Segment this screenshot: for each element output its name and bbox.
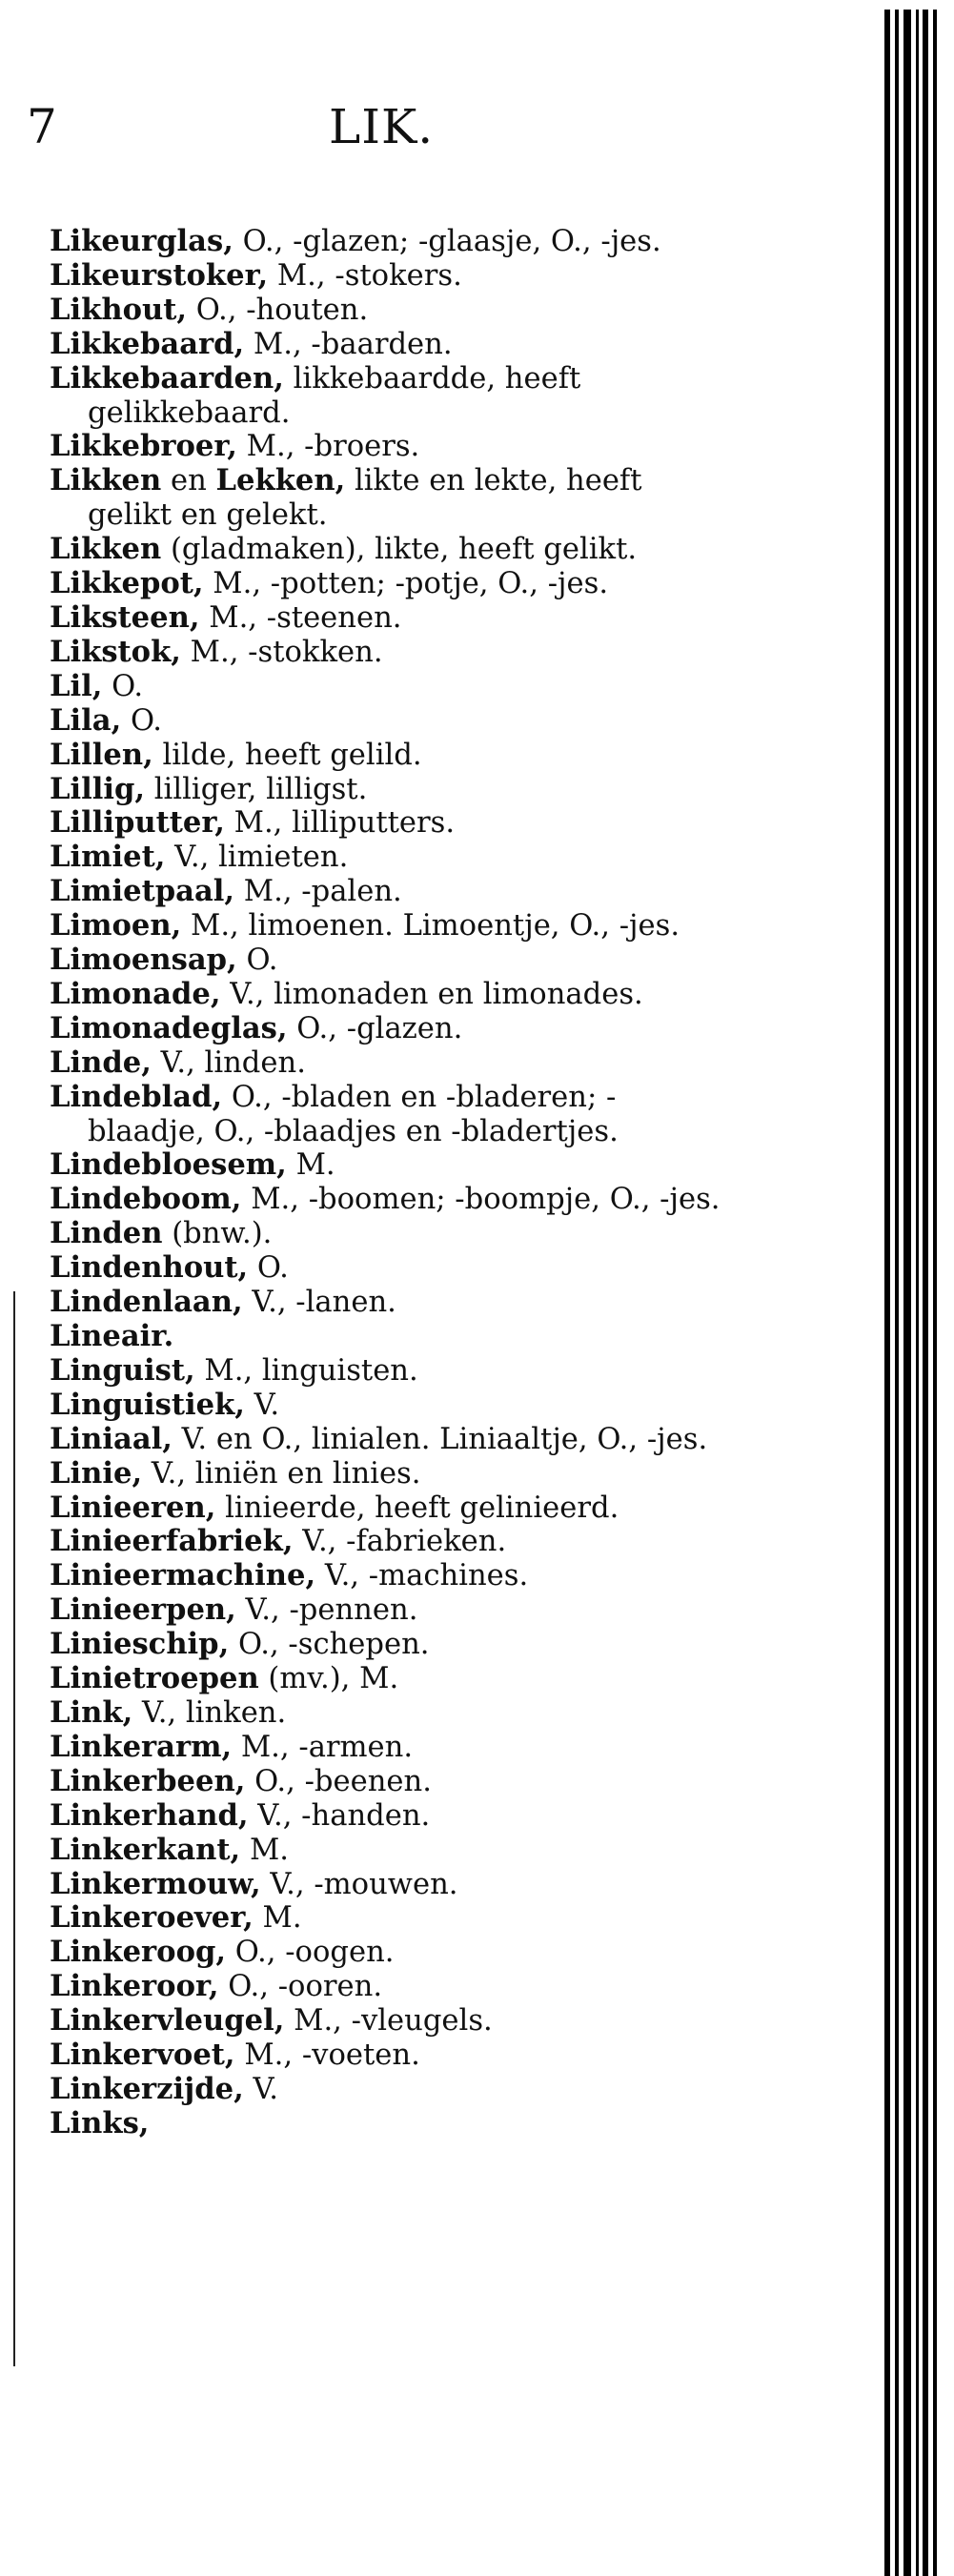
entry-definition: V., linden. xyxy=(151,1045,306,1080)
dictionary-entry xyxy=(50,1423,728,1457)
dictionary-entry xyxy=(50,841,728,875)
entry-definition: O. xyxy=(121,703,162,738)
page-number: 7 xyxy=(27,99,57,154)
dictionary-entry xyxy=(50,464,728,533)
dictionary-entry xyxy=(50,1148,728,1183)
entry-headword: Linkerhand, xyxy=(50,1797,249,1833)
dictionary-entry xyxy=(50,1354,728,1389)
entry-definition: O., -ooren. xyxy=(218,1970,383,2004)
dictionary-entry xyxy=(50,739,728,773)
dictionary-entry xyxy=(50,636,728,670)
entry-definition: M., -broers. xyxy=(236,430,420,464)
entry-definition: V., limieten. xyxy=(165,841,349,875)
dictionary-entry xyxy=(50,704,728,739)
entry-definition: M., -armen. xyxy=(232,1730,414,1764)
dictionary-entry xyxy=(50,430,728,464)
entry-headword: Likhout, xyxy=(50,292,188,327)
dictionary-entry xyxy=(50,1662,728,1696)
entry-definition: O., -houten. xyxy=(187,293,369,327)
entry-headword: Linieerpen, xyxy=(50,1592,236,1628)
entry-definition: M., -voeten. xyxy=(234,2038,420,2073)
dictionary-entry xyxy=(50,2107,728,2141)
dictionary-entry xyxy=(50,1251,728,1286)
dictionary-entry xyxy=(50,1046,728,1081)
dictionary-entry xyxy=(50,225,728,259)
entry-headword: Linkerkant, xyxy=(50,1832,241,1867)
entry-headword: Linkeroor, xyxy=(50,1969,219,2004)
entry-definition: O. xyxy=(236,943,278,978)
entry-definition: V., -lanen. xyxy=(242,1286,396,1320)
dictionary-entry xyxy=(50,1936,728,1970)
entry-definition: (bnw.). xyxy=(162,1217,273,1251)
entry-definition: V., limonaden en limonades. xyxy=(220,977,643,1011)
entry-definition: M. xyxy=(253,1901,302,1936)
entry-definition: M., -stokers. xyxy=(268,258,462,293)
dictionary-entry xyxy=(50,1217,728,1251)
entry-definition: O., -beenen. xyxy=(245,1764,432,1798)
entry-definition: V., linken. xyxy=(132,1695,287,1730)
dictionary-entry xyxy=(50,909,728,943)
entry-definition: O. xyxy=(248,1251,289,1286)
entry-definition: M., -steenen. xyxy=(199,600,402,635)
entry-definition: V., -fabrieken. xyxy=(293,1525,507,1559)
entry-headword: Likkepot, xyxy=(50,566,204,601)
margin-rule xyxy=(13,1291,15,2366)
entry-definition: M., lilliputters. xyxy=(224,806,456,841)
entry-headword: Liksteen, xyxy=(50,599,200,635)
dictionary-entry xyxy=(50,943,728,978)
dictionary-entry xyxy=(50,1286,728,1320)
entry-headword: Linkervleugel, xyxy=(50,2003,285,2038)
dictionary-entry xyxy=(50,1081,728,1149)
entry-definition: linieerde, heeft gelinieerd. xyxy=(215,1491,619,1525)
entry-definition: V., -pennen. xyxy=(235,1593,418,1628)
dictionary-entry xyxy=(50,1628,728,1662)
entry-headword: Lila, xyxy=(50,702,122,738)
entry-headword: Lindenlaan, xyxy=(50,1285,243,1320)
entry-headword: Linde, xyxy=(50,1045,152,1080)
entry-headword: Linkermouw, xyxy=(50,1866,261,1901)
entry-definition: M., -stokken. xyxy=(180,635,383,669)
entry-definition: O., -schepen. xyxy=(229,1628,430,1662)
entry-headword: Linieschip, xyxy=(50,1627,230,1662)
dictionary-entry xyxy=(50,1593,728,1628)
entry-definition: V., -machines. xyxy=(315,1559,529,1593)
dictionary-entry xyxy=(50,1525,728,1559)
entry-definition: V. xyxy=(243,2072,278,2106)
entry-headword: Likken xyxy=(50,532,162,567)
entry-headword: Linkerzijde, xyxy=(50,2071,244,2106)
entry-headword: Linguist, xyxy=(50,1352,195,1388)
dictionary-entry xyxy=(50,670,728,704)
dictionary-entry xyxy=(50,1183,728,1217)
dictionary-entry xyxy=(50,1970,728,2004)
entry-headword: Linguistiek, xyxy=(50,1387,245,1422)
entry-headword: Limoen, xyxy=(50,908,182,943)
entry-definition: O., -glazen; -glaasje, O., -jes. xyxy=(233,225,661,258)
entry-headword: Limoensap, xyxy=(50,943,237,978)
entry-definition: M. xyxy=(286,1148,335,1183)
dictionary-entry xyxy=(50,533,728,567)
dictionary-entry xyxy=(50,259,728,294)
entry-headword: Likkebroer, xyxy=(50,429,237,464)
entry-headword: Likken xyxy=(50,463,162,498)
entry-headword: Lillig, xyxy=(50,771,146,806)
entry-headword: Linkerbeen, xyxy=(50,1763,246,1798)
entry-definition: lilde, heeft gelild. xyxy=(152,738,422,772)
entry-headword: Limiet, xyxy=(50,840,166,875)
entry-headword: Linden xyxy=(50,1216,163,1251)
entry-definition: M. xyxy=(240,1833,289,1867)
dictionary-entry xyxy=(50,1457,728,1491)
dictionary-entry xyxy=(50,328,728,362)
entry-definition: V. xyxy=(244,1388,280,1422)
entry-definition: M., linguisten. xyxy=(194,1353,418,1388)
dictionary-entry xyxy=(50,567,728,601)
entry-headword: Lindebloesem, xyxy=(50,1147,287,1183)
entry-definition: O., -oogen. xyxy=(226,1936,395,1970)
entry-definition: M., -palen. xyxy=(234,875,402,909)
entry-definition: en xyxy=(161,464,216,498)
entry-definition: M., -baarden. xyxy=(244,327,453,361)
entry-headword: Lekken, xyxy=(215,463,346,498)
entry-headword: Links, xyxy=(50,2105,150,2140)
entry-headword: Linietroepen xyxy=(50,1661,259,1696)
dictionary-entry xyxy=(50,1012,728,1046)
running-head: LIK. xyxy=(329,99,435,154)
dictionary-entry xyxy=(50,1834,728,1868)
dictionary-entry xyxy=(50,1696,728,1731)
entry-definition: (mv.), M. xyxy=(258,1662,399,1696)
dictionary-entry xyxy=(50,806,728,841)
entry-definition: V., -handen. xyxy=(248,1798,431,1833)
dictionary-entries xyxy=(50,225,728,2141)
entry-headword: Likkebaarden, xyxy=(50,360,284,396)
entry-headword: Linieermachine, xyxy=(50,1558,316,1593)
entry-headword: Likeurstoker, xyxy=(50,257,269,293)
entry-definition: O., -glazen. xyxy=(287,1011,463,1045)
entry-headword: Lindenhout, xyxy=(50,1250,249,1286)
dictionary-entry xyxy=(50,2038,728,2073)
entry-headword: Lilliputter, xyxy=(50,805,225,841)
entry-definition: V., -mouwen. xyxy=(260,1867,458,1901)
entry-definition: O., -bladen en -bladeren; -blaadje, O., -blaadjes en -bladertjes. xyxy=(88,1080,619,1148)
entry-definition: M., -boomen; -boompje, O., -jes. xyxy=(241,1183,721,1217)
entry-headword: Lineair. xyxy=(50,1319,174,1353)
dictionary-entry xyxy=(50,1731,728,1765)
entry-headword: Linieeren, xyxy=(50,1490,216,1525)
dictionary-entry xyxy=(50,1389,728,1423)
entry-headword: Lindeboom, xyxy=(50,1182,242,1217)
entry-headword: Lillen, xyxy=(50,737,153,772)
entry-headword: Limonade, xyxy=(50,976,221,1011)
dictionary-entry xyxy=(50,978,728,1012)
dictionary-entry xyxy=(50,2004,728,2038)
entry-headword: Liniaal, xyxy=(50,1421,173,1456)
dictionary-entry xyxy=(50,1320,728,1354)
entry-headword: Lil, xyxy=(50,668,103,703)
dictionary-entry xyxy=(50,1559,728,1593)
entry-headword: Linie, xyxy=(50,1455,143,1491)
entry-headword: Limietpaal, xyxy=(50,874,235,909)
entry-headword: Linkervoet, xyxy=(50,2038,235,2073)
dictionary-entry xyxy=(50,875,728,909)
dictionary-entry xyxy=(50,2073,728,2107)
entry-headword: Linieerfabriek, xyxy=(50,1524,294,1559)
entry-headword: Lindeblad, xyxy=(50,1079,223,1114)
entry-definition: V. en O., linialen. Liniaaltje, O., -jes. xyxy=(172,1422,708,1456)
dictionary-entry xyxy=(50,362,728,431)
entry-headword: Link, xyxy=(50,1694,133,1730)
dictionary-entry xyxy=(50,1491,728,1526)
entry-definition: O. xyxy=(102,669,144,703)
dictionary-entry xyxy=(50,1799,728,1834)
entry-headword: Linkeroog, xyxy=(50,1935,227,1970)
dictionary-entry xyxy=(50,773,728,807)
entry-definition: M., -vleugels. xyxy=(284,2004,493,2038)
entry-definition: V., liniën en linies. xyxy=(142,1456,421,1491)
dictionary-entry xyxy=(50,1765,728,1799)
entry-definition: (gladmaken), likte, heeft gelikt. xyxy=(161,533,638,567)
entry-headword: Likeurglas, xyxy=(50,224,233,258)
entry-headword: Likstok, xyxy=(50,634,181,669)
dictionary-entry xyxy=(50,294,728,328)
entry-headword: Likkebaard, xyxy=(50,326,245,361)
dictionary-entry xyxy=(50,1868,728,1902)
dictionary-entry xyxy=(50,1901,728,1936)
binding-spine xyxy=(875,10,954,2576)
entry-definition: lilliger, lilligst. xyxy=(145,772,368,806)
dictionary-entry xyxy=(50,601,728,636)
entry-headword: Limonadeglas, xyxy=(50,1010,288,1045)
entry-definition: likkebaardde, heeft gelikkebaard. xyxy=(88,361,581,430)
entry-definition: M., -potten; -potje, O., -jes. xyxy=(203,567,609,601)
entry-definition: M., limoenen. Limoentje, O., -jes. xyxy=(181,909,680,943)
entry-headword: Linkeroever, xyxy=(50,1900,254,1936)
entry-definition: likte en lekte, heeft gelikt en gelekt. xyxy=(88,464,642,533)
entry-headword: Linkerarm, xyxy=(50,1729,233,1764)
